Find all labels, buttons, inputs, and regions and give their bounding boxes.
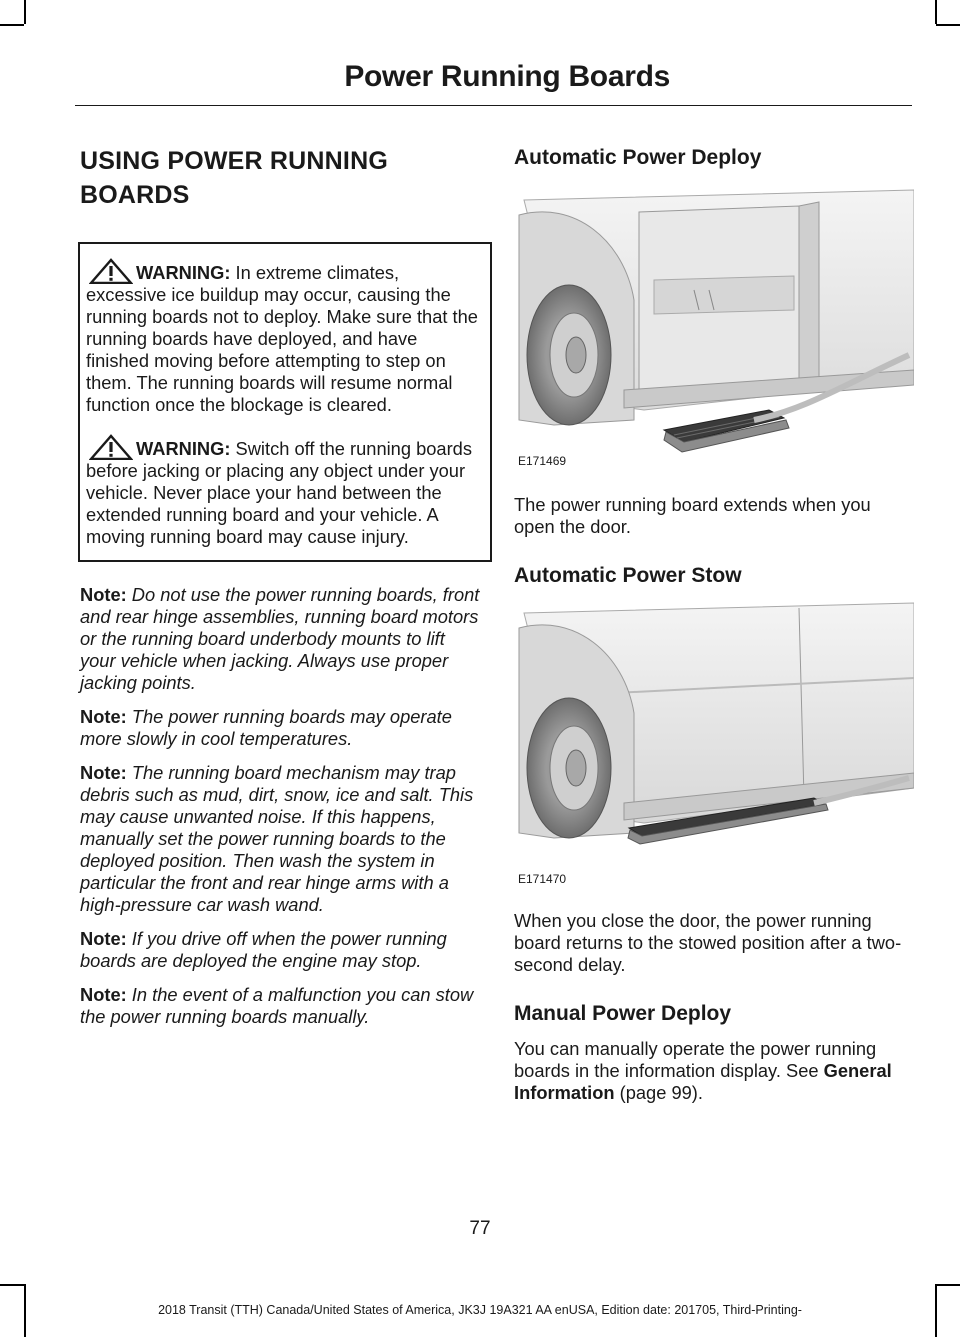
warning-triangle-icon — [89, 258, 133, 284]
header-divider — [75, 105, 912, 106]
crop-mark — [936, 1284, 960, 1286]
crop-mark — [0, 24, 24, 26]
deployed-running-board-illustration — [514, 180, 914, 470]
figure-id: E171470 — [518, 872, 567, 886]
crop-mark — [936, 24, 960, 26]
note-text: In the event of a malfunction you can stow the power running boards manually. — [80, 984, 474, 1027]
deploy-figure — [514, 180, 914, 470]
stowed-running-board-illustration — [514, 598, 914, 888]
note-label: Note: — [80, 928, 127, 949]
deploy-description: The power running board extends when you open the door. — [514, 494, 871, 537]
warning-text: In extreme climates, excessive ice buildup may occur, causing the running boards not to deploy. Make sure that the running boards have deployed, and have finished moving before attempting to step on them. The running boards will resume normal function once the blockage is cleared. — [86, 262, 478, 415]
note-paragraph — [80, 584, 485, 694]
footer-edition-info: 2018 Transit (TTH) Canada/United States of America, JK3J 19A321 AA enUSA, Edition date: 201705, Third-Printing- — [158, 1303, 802, 1317]
note-label: Note: — [80, 984, 127, 1005]
deploy-heading: Automatic Power Deploy — [514, 146, 762, 169]
left-column — [80, 144, 485, 1040]
manual-page-ref: (page 99). — [614, 1082, 703, 1103]
crop-mark — [935, 0, 937, 24]
warning-triangle-icon — [89, 434, 133, 460]
note-label: Note: — [80, 584, 127, 605]
section-title-line1: USING POWER RUNNING — [80, 147, 388, 175]
note-paragraph — [80, 928, 485, 972]
figure-id: E171469 — [518, 454, 567, 468]
warning-paragraph — [86, 434, 484, 548]
page-header-title: Power Running Boards — [344, 60, 670, 93]
section-title-line2: BOARDS — [80, 181, 190, 209]
note-text: If you drive off when the power running boards are deployed the engine may stop. — [80, 928, 447, 971]
warning-label: WARNING: — [136, 438, 231, 459]
note-text: The running board mechanism may trap debris such as mud, dirt, snow, ice and salt. This may cause unwanted noise. If this happens, manually set the power running boards to the deployed position. Then wash the system in particular the front and rear hinge arms with a high-pressure car wash wand. — [80, 762, 474, 915]
stow-heading: Automatic Power Stow — [514, 564, 742, 587]
warning-text: Switch off the running boards before jacking or placing any object under your vehicle. Never place your hand between the extended running board and your vehicle. A moving running board may cause injury. — [86, 438, 472, 547]
note-label: Note: — [80, 706, 127, 727]
crop-mark — [0, 1284, 24, 1286]
note-paragraph — [80, 762, 485, 916]
manual-text: You can manually operate the power running boards in the information display. See — [514, 1038, 877, 1081]
note-text: Do not use the power running boards, front and rear hinge assemblies, running board motors or the running board underbody mounts to lift your vehicle when jacking. Always use proper jacking points. — [80, 584, 480, 693]
manual-heading: Manual Power Deploy — [514, 1002, 732, 1025]
stow-figure — [514, 598, 914, 888]
manual-description — [514, 1038, 914, 1104]
section-title — [80, 144, 485, 212]
note-paragraph — [80, 984, 485, 1028]
warning-label: WARNING: — [136, 262, 231, 283]
right-column — [514, 144, 914, 1104]
general-information-link[interactable]: General Information — [514, 1060, 892, 1103]
warning-box — [78, 242, 492, 562]
stow-description: When you close the door, the power running board returns to the stowed position after a two-second delay. — [514, 910, 902, 975]
crop-mark — [24, 0, 26, 24]
note-text: The power running boards may operate more slowly in cool temperatures. — [80, 706, 452, 749]
note-paragraph — [80, 706, 485, 750]
page-number: 77 — [469, 1218, 491, 1239]
notes-list — [80, 584, 485, 1028]
warning-paragraph — [86, 258, 484, 416]
note-label: Note: — [80, 762, 127, 783]
